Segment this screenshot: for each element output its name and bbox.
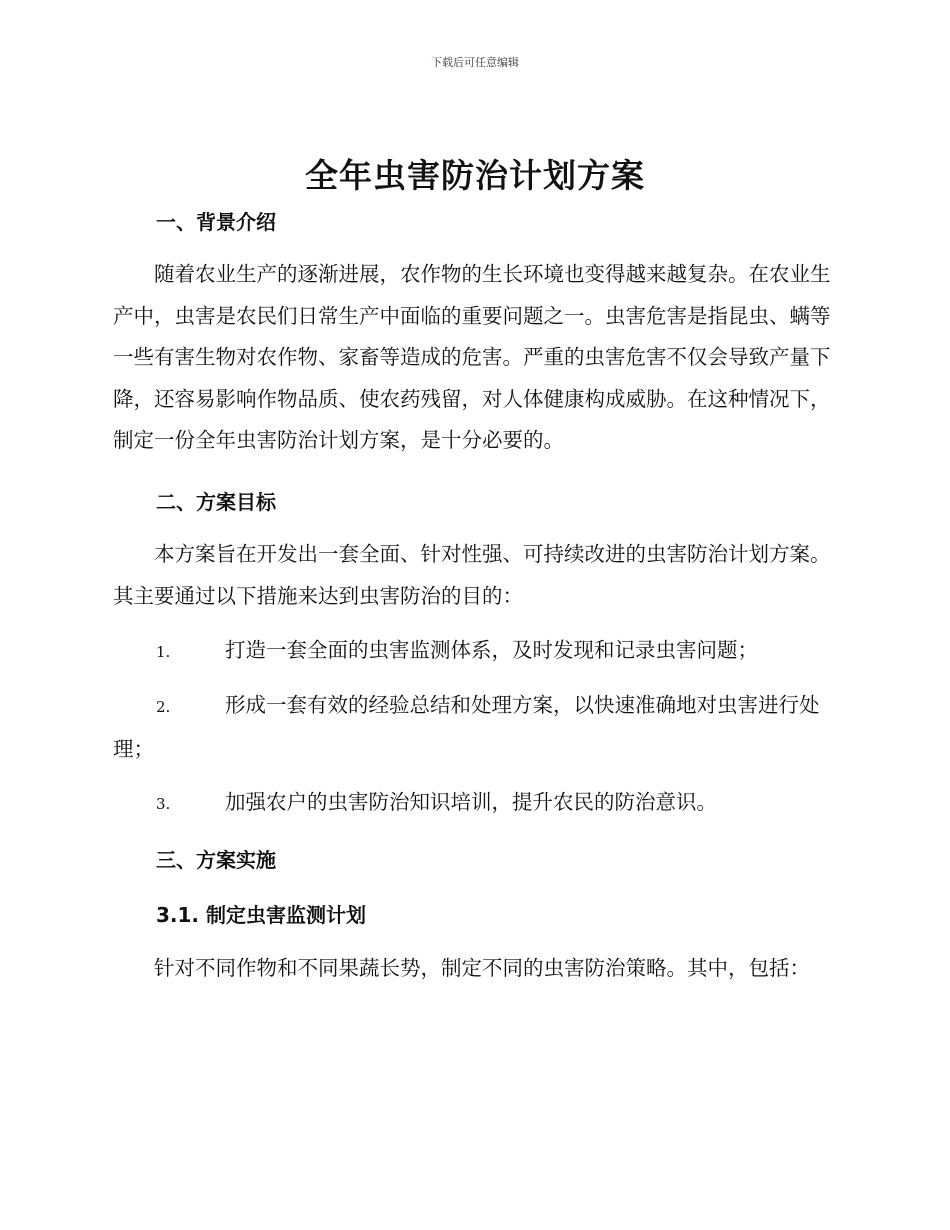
section-heading-goals: 二、方案目标 [156, 490, 276, 514]
goal-item-number: 2. [156, 698, 171, 716]
goal-item-2 [113, 685, 833, 770]
goal-item-number: 3. [156, 795, 171, 813]
goal-item-3 [113, 782, 833, 826]
implementation-paragraph: 针对不同作物和不同果蔬长势，制定不同的虫害防治策略。其中，包括： [154, 956, 810, 980]
section-heading-background: 一、背景介绍 [156, 210, 276, 234]
goal-item-text: 形成一套有效的经验总结和处理方案，以快速准确地对虫害进行处理； [113, 693, 820, 761]
document-title: 全年虫害防治计划方案 [305, 156, 645, 195]
background-paragraph: 随着农业生产的逐渐进展，农作物的生长环境也变得越来越复杂。在农业生产中，虫害是农民们日常生产中面临的重要问题之一。虫害危害是指昆虫、螨等一些有害生物对农作物、家畜等造成的危害。严重的虫害危害不仅会导致产量下降，还容易影响作物品质、使农药残留，对人体健康构成威胁。在这种情况下，制定一份全年虫害防治计划方案，是十分必要的。 [113, 262, 831, 452]
goal-item-1 [113, 630, 833, 674]
section-heading-implementation: 三、方案实施 [156, 848, 276, 872]
goal-item-text: 加强农户的虫害防治知识培训，提升农民的防治意识。 [225, 790, 717, 814]
goal-item-number: 1. [156, 643, 171, 661]
sub-heading-monitoring-plan: 3.1. 制定虫害监测计划 [156, 903, 366, 927]
goals-paragraph: 本方案旨在开发出一套全面、针对性强、可持续改进的虫害防治计划方案。其主要通过以下措施来达到虫害防治的目的： [113, 542, 831, 608]
header-note: 下载后可任意编辑 [431, 56, 519, 69]
goal-item-text: 打造一套全面的虫害监测体系，及时发现和记录虫害问题； [225, 638, 758, 662]
